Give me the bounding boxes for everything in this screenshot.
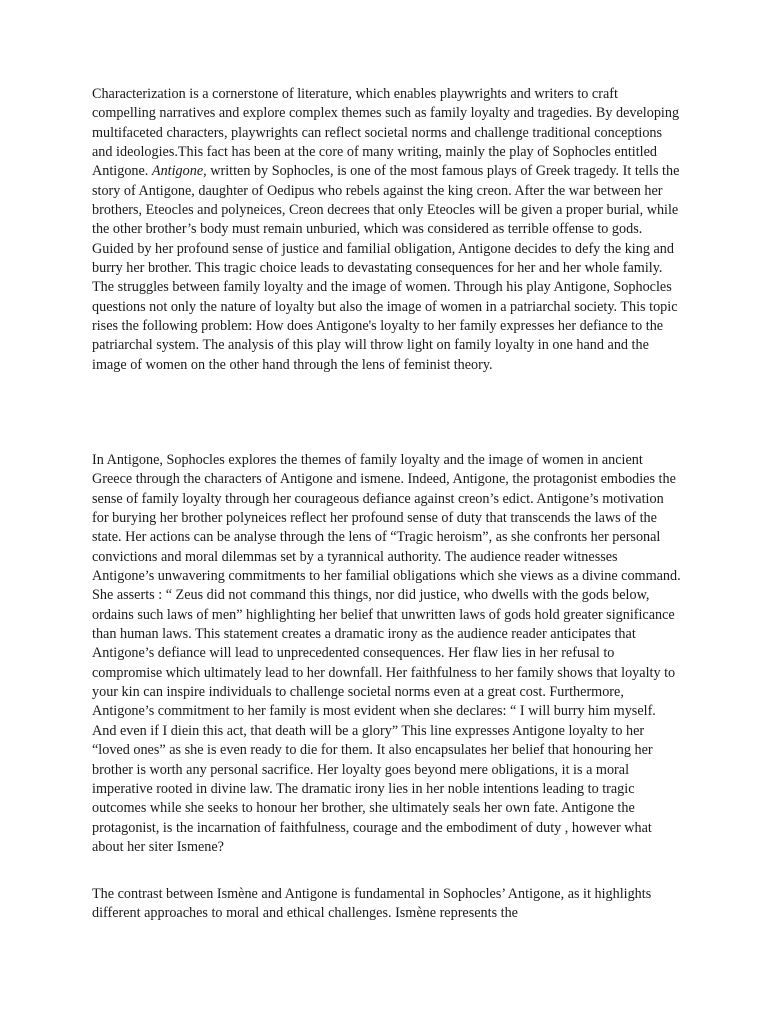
paragraph-ismene-contrast bbox=[92, 885, 682, 924]
paragraph-text: In Antigone, Sophocles explores the themes of family loyalty and the image of women in ancient Greece through the characters of Antigone and ismene. Indeed, Antigone, the protagonist embodies the sense of family loyalty through her courageous defiance against creon’s edict. Antigone’s motivation for burying her brother polyneices reflect her profound sense of duty that transcends the laws of the state. Her actions can be analyse through the lens of “Tragic heroism”, as she confronts her personal convictions and moral dilemmas set by a tyrannical authority. The audience reader witnesses Antigone’s unwavering commitments to her familial obligations which she views as a divine command. She asserts : “ Zeus did not command this things, nor did justice, who dwells with the gods below, ordains such laws of men” highlighting her belief that unwritten laws of gods hold greater significance than human laws. This statement creates a dramatic irony as the audience reader anticipates that Antigone’s defiance will lead to unprecedented consequences. Her flaw lies in her refusal to compromise which ultimately lead to her downfall. Her faithfulness to her family shows that loyalty to your kin can inspire individuals to challenge societal norms even at a great cost. Furthermore, Antigone’s commitment to her family is most evident when she declares: “ I will burry him myself. And even if I diein this act, that death will be a glory” This line expresses Antigone loyalty to her “loved ones” as she is even ready to die for them. It also encapsulates her belief that honouring her brother is worth any personal sacrifice. Her loyalty goes beyond mere obligations, it is a moral imperative rooted in divine law. The dramatic irony lies in her noble intentions leading to tragic outcomes while she seeks to honour her brother, she ultimately seals her own fate. Antigone the protagonist, is the incarnation of faithfulness, courage and the embodiment of duty , however what about her siter Ismene? bbox=[92, 452, 681, 855]
paragraph-text: The contrast between Ismène and Antigone is fundamental in Sophocles’ Antigone, as it highlights different approaches to moral and ethical challenges. Ismène represents the bbox=[92, 886, 652, 922]
paragraph-introduction bbox=[92, 85, 682, 375]
paragraph-text-part: written by Sophocles, is one of the most famous plays of Greek tragedy. It tells the story of Antigone, daughter of Oedipus who rebels against the king creon. After the war between her brothers, Eteocles and polyneices, Creon decrees that only Eteocles will be given a proper burial, while the other brother’s body must remain unburied, which was considered as terrible offense to gods. Guided by her profound sense of justice and familial obligation, Antigone decides to defy the king and burry her brother. This tragic choice leads to devastating consequences for her and her whole family. The struggles between family loyalty and the image of women. Through his play Antigone, Sophocles questions not only the nature of loyalty but also the image of women in a patriarchal society. This topic rises the following problem: How does Antigone's loyalty to her family expresses her defiance to the patriarchal system. The analysis of this play will throw light on family loyalty in one hand and the image of women on the other hand through the lens of feminist theory. bbox=[92, 163, 680, 373]
paragraph-family-loyalty bbox=[92, 451, 682, 857]
paragraph-text bbox=[92, 85, 682, 375]
paragraph-text-part: Characterization is a cornerstone of literature, which enables playwrights and writers to craft compelling narratives and explore complex themes such as family loyalty and tragedies. By developing multifaceted characters, playwrights can reflect societal norms and challenge traditional conceptions and ideologies.This fact has been at the core of many writing, mainly the play of Sophocles entitled Antigone. bbox=[92, 86, 680, 180]
play-title-italic: Antigone, bbox=[151, 163, 207, 180]
